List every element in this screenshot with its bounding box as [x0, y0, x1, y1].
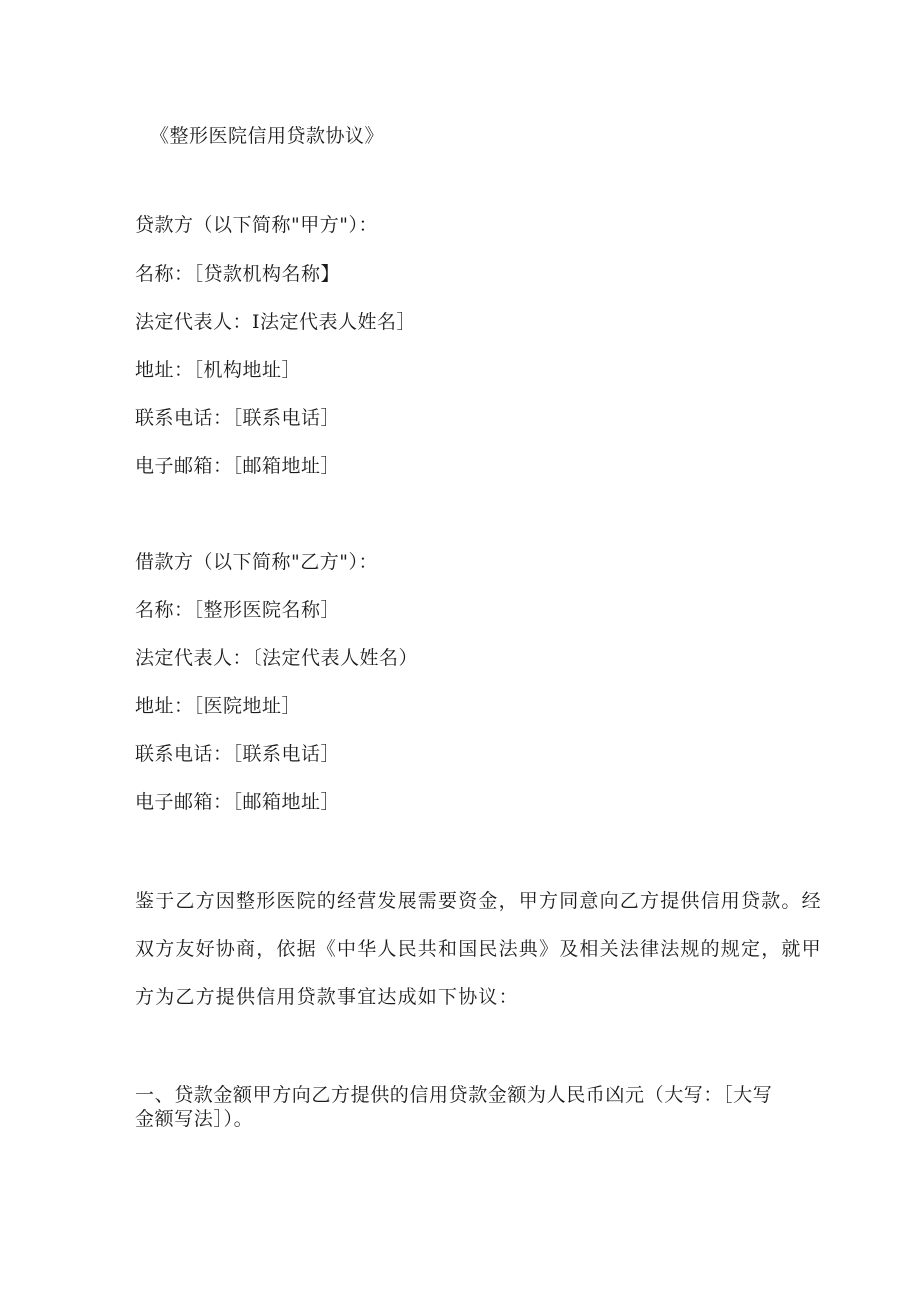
- borrower-heading: 借款方（以下简称"乙方"）：: [135, 551, 378, 573]
- lender-name: 名称：［贷款机构名称】: [135, 263, 341, 285]
- borrower-email: 电子邮箱：［邮箱地址］: [135, 791, 341, 813]
- lender-legal-rep: 法定代表人：I法定代表人姓名］: [135, 311, 417, 333]
- borrower-address: 地址：［医院地址］: [135, 695, 302, 717]
- borrower-name: 名称：［整形医院名称］: [135, 599, 341, 621]
- clause-loan-amount: 一、贷款金额甲方向乙方提供的信用贷款金额为人民币凶元（大写：［大写金额写法］）。: [135, 1084, 773, 1130]
- preamble-line-2: 双方友好协商，依据《中华人民共和国民法典》及相关法律法规的规定，就甲: [135, 938, 822, 960]
- preamble-line-1: 鉴于乙方因整形医院的经营发展需要资金，甲方同意向乙方提供信用贷款。经: [135, 890, 822, 912]
- lender-email: 电子邮箱：［邮箱地址］: [135, 455, 341, 477]
- lender-address: 地址：［机构地址］: [135, 359, 302, 381]
- lender-heading: 贷款方（以下简称"甲方"）：: [135, 214, 378, 236]
- document-title: 《整形医院信用贷款协议》: [150, 125, 385, 147]
- borrower-phone: 联系电话：［联系电话］: [135, 743, 341, 765]
- preamble-line-3: 方为乙方提供信用贷款事宜达成如下协议：: [135, 986, 519, 1008]
- borrower-legal-rep: 法定代表人：〔法定代表人姓名）: [135, 647, 419, 669]
- lender-phone: 联系电话：［联系电话］: [135, 407, 341, 429]
